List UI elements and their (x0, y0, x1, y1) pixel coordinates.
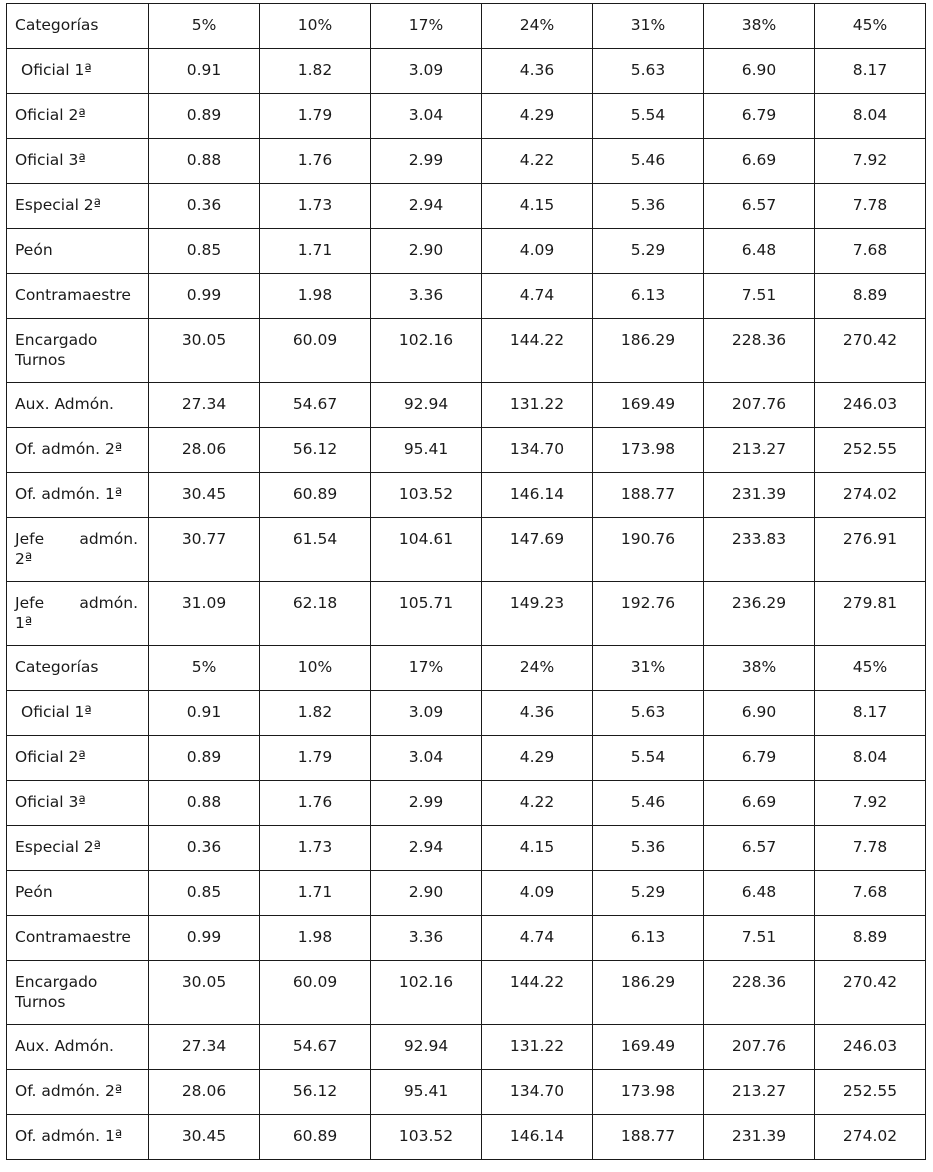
value-cell: 1.79 (260, 736, 371, 781)
percentage-header-cell: 45% (815, 4, 926, 49)
value-cell: 5.36 (593, 826, 704, 871)
value-cell: 31.09 (149, 582, 260, 646)
value-cell: 0.36 (149, 184, 260, 229)
category-cell (7, 319, 149, 383)
value-cell: 246.03 (815, 383, 926, 428)
value-cell: 276.91 (815, 518, 926, 582)
category-cell (7, 961, 149, 1025)
value-cell: 4.36 (482, 691, 593, 736)
table-row (7, 229, 926, 274)
value-cell: 4.15 (482, 184, 593, 229)
value-cell: 2.99 (371, 139, 482, 184)
value-cell: 0.89 (149, 94, 260, 139)
value-cell: 0.85 (149, 229, 260, 274)
value-cell: 188.77 (593, 473, 704, 518)
value-cell: 2.90 (371, 871, 482, 916)
value-cell: 54.67 (260, 383, 371, 428)
value-cell: 146.14 (482, 473, 593, 518)
value-cell: 1.73 (260, 826, 371, 871)
value-cell: 60.09 (260, 319, 371, 383)
value-cell: 1.98 (260, 274, 371, 319)
value-cell: 28.06 (149, 428, 260, 473)
value-cell: 7.51 (704, 916, 815, 961)
value-cell: 1.76 (260, 781, 371, 826)
category-label: Contramaestre (15, 286, 131, 304)
table-row (7, 826, 926, 871)
category-label: Aux. Admón. (15, 395, 114, 413)
value-cell: 6.90 (704, 691, 815, 736)
value-cell: 5.29 (593, 871, 704, 916)
value-cell: 4.09 (482, 871, 593, 916)
category-cell (7, 1070, 149, 1115)
value-cell: 2.94 (371, 184, 482, 229)
value-cell: 92.94 (371, 383, 482, 428)
value-cell: 30.45 (149, 473, 260, 518)
percentage-header-cell: 10% (260, 646, 371, 691)
category-label: Especial 2ª (15, 196, 101, 214)
value-cell: 252.55 (815, 428, 926, 473)
value-cell: 0.91 (149, 691, 260, 736)
value-cell: 27.34 (149, 383, 260, 428)
value-cell: 188.77 (593, 1115, 704, 1160)
value-cell: 8.17 (815, 691, 926, 736)
category-label: Categorías (15, 16, 99, 34)
value-cell: 8.89 (815, 916, 926, 961)
percentage-header-cell: 5% (149, 646, 260, 691)
value-cell: 169.49 (593, 383, 704, 428)
value-cell: 5.54 (593, 736, 704, 781)
table-row (7, 518, 926, 582)
category-cell (7, 274, 149, 319)
table-row (7, 428, 926, 473)
table-row (7, 961, 926, 1025)
category-label: Jefe admón. 2ª (15, 530, 138, 568)
category-label: Oficial 1ª (21, 703, 92, 721)
category-label: Of. admón. 2ª (15, 440, 123, 458)
percentage-header-cell: 10% (260, 4, 371, 49)
value-cell: 144.22 (482, 961, 593, 1025)
value-cell: 0.88 (149, 139, 260, 184)
value-cell: 6.90 (704, 49, 815, 94)
table-row (7, 94, 926, 139)
value-cell: 3.04 (371, 736, 482, 781)
value-cell: 3.09 (371, 691, 482, 736)
category-label: Of. admón. 1ª (15, 485, 123, 503)
value-cell: 270.42 (815, 961, 926, 1025)
percentage-header-cell: 38% (704, 646, 815, 691)
value-cell: 5.54 (593, 94, 704, 139)
table-row (7, 1115, 926, 1160)
category-cell (7, 94, 149, 139)
value-cell: 228.36 (704, 319, 815, 383)
table-row (7, 473, 926, 518)
value-cell: 207.76 (704, 1025, 815, 1070)
category-label: Of. admón. 1ª (15, 1127, 123, 1145)
category-cell (7, 139, 149, 184)
value-cell: 105.71 (371, 582, 482, 646)
value-cell: 95.41 (371, 1070, 482, 1115)
value-cell: 0.99 (149, 916, 260, 961)
percentage-header-cell: 31% (593, 646, 704, 691)
value-cell: 6.13 (593, 916, 704, 961)
value-cell: 5.63 (593, 691, 704, 736)
category-label: Peón (15, 883, 53, 901)
table-row (7, 319, 926, 383)
value-cell: 213.27 (704, 1070, 815, 1115)
header-row (7, 4, 926, 49)
value-cell: 4.22 (482, 781, 593, 826)
value-cell: 7.68 (815, 871, 926, 916)
percentage-header-cell: 5% (149, 4, 260, 49)
table-row (7, 781, 926, 826)
value-cell: 0.91 (149, 49, 260, 94)
value-cell: 6.57 (704, 826, 815, 871)
value-cell: 6.48 (704, 871, 815, 916)
category-label: Oficial 1ª (21, 61, 92, 79)
category-cell (7, 1025, 149, 1070)
value-cell: 6.13 (593, 274, 704, 319)
value-cell: 149.23 (482, 582, 593, 646)
value-cell: 7.51 (704, 274, 815, 319)
value-cell: 169.49 (593, 1025, 704, 1070)
value-cell: 2.94 (371, 826, 482, 871)
value-cell: 92.94 (371, 1025, 482, 1070)
category-label: Oficial 2ª (15, 748, 86, 766)
category-label: Oficial 3ª (15, 793, 86, 811)
value-cell: 30.77 (149, 518, 260, 582)
value-cell: 274.02 (815, 473, 926, 518)
value-cell: 146.14 (482, 1115, 593, 1160)
value-cell: 1.71 (260, 871, 371, 916)
category-label: Encargado Turnos (15, 331, 98, 369)
value-cell: 3.36 (371, 274, 482, 319)
value-cell: 7.92 (815, 781, 926, 826)
category-label: Especial 2ª (15, 838, 101, 856)
value-cell: 4.74 (482, 274, 593, 319)
value-cell: 7.92 (815, 139, 926, 184)
category-label: Aux. Admón. (15, 1037, 114, 1055)
value-cell: 6.79 (704, 736, 815, 781)
value-cell: 104.61 (371, 518, 482, 582)
category-label: Peón (15, 241, 53, 259)
value-cell: 30.05 (149, 319, 260, 383)
category-cell (7, 229, 149, 274)
category-cell (7, 916, 149, 961)
value-cell: 1.98 (260, 916, 371, 961)
value-cell: 6.79 (704, 94, 815, 139)
value-cell: 103.52 (371, 1115, 482, 1160)
value-cell: 6.69 (704, 781, 815, 826)
value-cell: 144.22 (482, 319, 593, 383)
value-cell: 30.05 (149, 961, 260, 1025)
value-cell: 173.98 (593, 428, 704, 473)
value-cell: 1.71 (260, 229, 371, 274)
value-cell: 246.03 (815, 1025, 926, 1070)
value-cell: 0.85 (149, 871, 260, 916)
value-cell: 4.29 (482, 736, 593, 781)
value-cell: 62.18 (260, 582, 371, 646)
category-label: Oficial 2ª (15, 106, 86, 124)
value-cell: 8.89 (815, 274, 926, 319)
value-cell: 147.69 (482, 518, 593, 582)
category-cell (7, 781, 149, 826)
category-cell (7, 736, 149, 781)
value-cell: 279.81 (815, 582, 926, 646)
value-cell: 103.52 (371, 473, 482, 518)
value-cell: 4.36 (482, 49, 593, 94)
value-cell: 4.09 (482, 229, 593, 274)
percentage-header-cell: 24% (482, 646, 593, 691)
value-cell: 60.89 (260, 473, 371, 518)
value-cell: 5.29 (593, 229, 704, 274)
table-row (7, 1070, 926, 1115)
table-row (7, 871, 926, 916)
category-cell (7, 49, 149, 94)
value-cell: 231.39 (704, 1115, 815, 1160)
value-cell: 56.12 (260, 1070, 371, 1115)
table-row (7, 582, 926, 646)
value-cell: 6.57 (704, 184, 815, 229)
value-cell: 213.27 (704, 428, 815, 473)
category-label: Oficial 3ª (15, 151, 86, 169)
category-cell (7, 826, 149, 871)
value-cell: 131.22 (482, 1025, 593, 1070)
value-cell: 252.55 (815, 1070, 926, 1115)
percentage-header-cell: 17% (371, 4, 482, 49)
category-label: Contramaestre (15, 928, 131, 946)
category-cell (7, 1115, 149, 1160)
value-cell: 56.12 (260, 428, 371, 473)
header-category-cell (7, 646, 149, 691)
category-cell (7, 428, 149, 473)
percentage-header-cell: 17% (371, 646, 482, 691)
value-cell: 4.29 (482, 94, 593, 139)
value-cell: 0.36 (149, 826, 260, 871)
category-cell (7, 871, 149, 916)
value-cell: 190.76 (593, 518, 704, 582)
salary-table (6, 3, 926, 1160)
category-cell (7, 473, 149, 518)
value-cell: 3.36 (371, 916, 482, 961)
value-cell: 0.99 (149, 274, 260, 319)
value-cell: 192.76 (593, 582, 704, 646)
value-cell: 102.16 (371, 319, 482, 383)
table-row (7, 916, 926, 961)
value-cell: 207.76 (704, 383, 815, 428)
value-cell: 4.22 (482, 139, 593, 184)
value-cell: 231.39 (704, 473, 815, 518)
value-cell: 54.67 (260, 1025, 371, 1070)
value-cell: 270.42 (815, 319, 926, 383)
value-cell: 5.36 (593, 184, 704, 229)
category-label: Jefe admón. 1ª (15, 594, 138, 632)
value-cell: 7.78 (815, 826, 926, 871)
value-cell: 61.54 (260, 518, 371, 582)
category-cell (7, 582, 149, 646)
value-cell: 4.74 (482, 916, 593, 961)
value-cell: 1.82 (260, 49, 371, 94)
category-cell (7, 383, 149, 428)
value-cell: 1.73 (260, 184, 371, 229)
value-cell: 5.46 (593, 781, 704, 826)
value-cell: 1.76 (260, 139, 371, 184)
category-cell (7, 518, 149, 582)
value-cell: 134.70 (482, 1070, 593, 1115)
value-cell: 173.98 (593, 1070, 704, 1115)
table-row (7, 1025, 926, 1070)
category-cell (7, 184, 149, 229)
table-row (7, 49, 926, 94)
percentage-header-cell: 24% (482, 4, 593, 49)
value-cell: 186.29 (593, 961, 704, 1025)
value-cell: 8.04 (815, 94, 926, 139)
value-cell: 0.89 (149, 736, 260, 781)
value-cell: 95.41 (371, 428, 482, 473)
value-cell: 7.78 (815, 184, 926, 229)
value-cell: 30.45 (149, 1115, 260, 1160)
value-cell: 60.09 (260, 961, 371, 1025)
value-cell: 7.68 (815, 229, 926, 274)
value-cell: 5.46 (593, 139, 704, 184)
value-cell: 0.88 (149, 781, 260, 826)
category-label: Categorías (15, 658, 99, 676)
header-row (7, 646, 926, 691)
value-cell: 134.70 (482, 428, 593, 473)
value-cell: 2.99 (371, 781, 482, 826)
value-cell: 1.82 (260, 691, 371, 736)
value-cell: 8.04 (815, 736, 926, 781)
value-cell: 28.06 (149, 1070, 260, 1115)
value-cell: 228.36 (704, 961, 815, 1025)
value-cell: 60.89 (260, 1115, 371, 1160)
value-cell: 274.02 (815, 1115, 926, 1160)
value-cell: 2.90 (371, 229, 482, 274)
table-row (7, 691, 926, 736)
table-body (7, 4, 926, 1160)
value-cell: 8.17 (815, 49, 926, 94)
value-cell: 131.22 (482, 383, 593, 428)
table-row (7, 274, 926, 319)
value-cell: 186.29 (593, 319, 704, 383)
percentage-header-cell: 38% (704, 4, 815, 49)
value-cell: 27.34 (149, 1025, 260, 1070)
table-row (7, 184, 926, 229)
category-label: Of. admón. 2ª (15, 1082, 123, 1100)
value-cell: 236.29 (704, 582, 815, 646)
percentage-header-cell: 31% (593, 4, 704, 49)
value-cell: 3.04 (371, 94, 482, 139)
value-cell: 4.15 (482, 826, 593, 871)
table-row (7, 736, 926, 781)
value-cell: 6.69 (704, 139, 815, 184)
value-cell: 6.48 (704, 229, 815, 274)
category-label: Encargado Turnos (15, 973, 98, 1011)
value-cell: 5.63 (593, 49, 704, 94)
value-cell: 3.09 (371, 49, 482, 94)
table-row (7, 383, 926, 428)
value-cell: 1.79 (260, 94, 371, 139)
header-category-cell (7, 4, 149, 49)
percentage-header-cell: 45% (815, 646, 926, 691)
category-cell (7, 691, 149, 736)
value-cell: 233.83 (704, 518, 815, 582)
value-cell: 102.16 (371, 961, 482, 1025)
table-row (7, 139, 926, 184)
